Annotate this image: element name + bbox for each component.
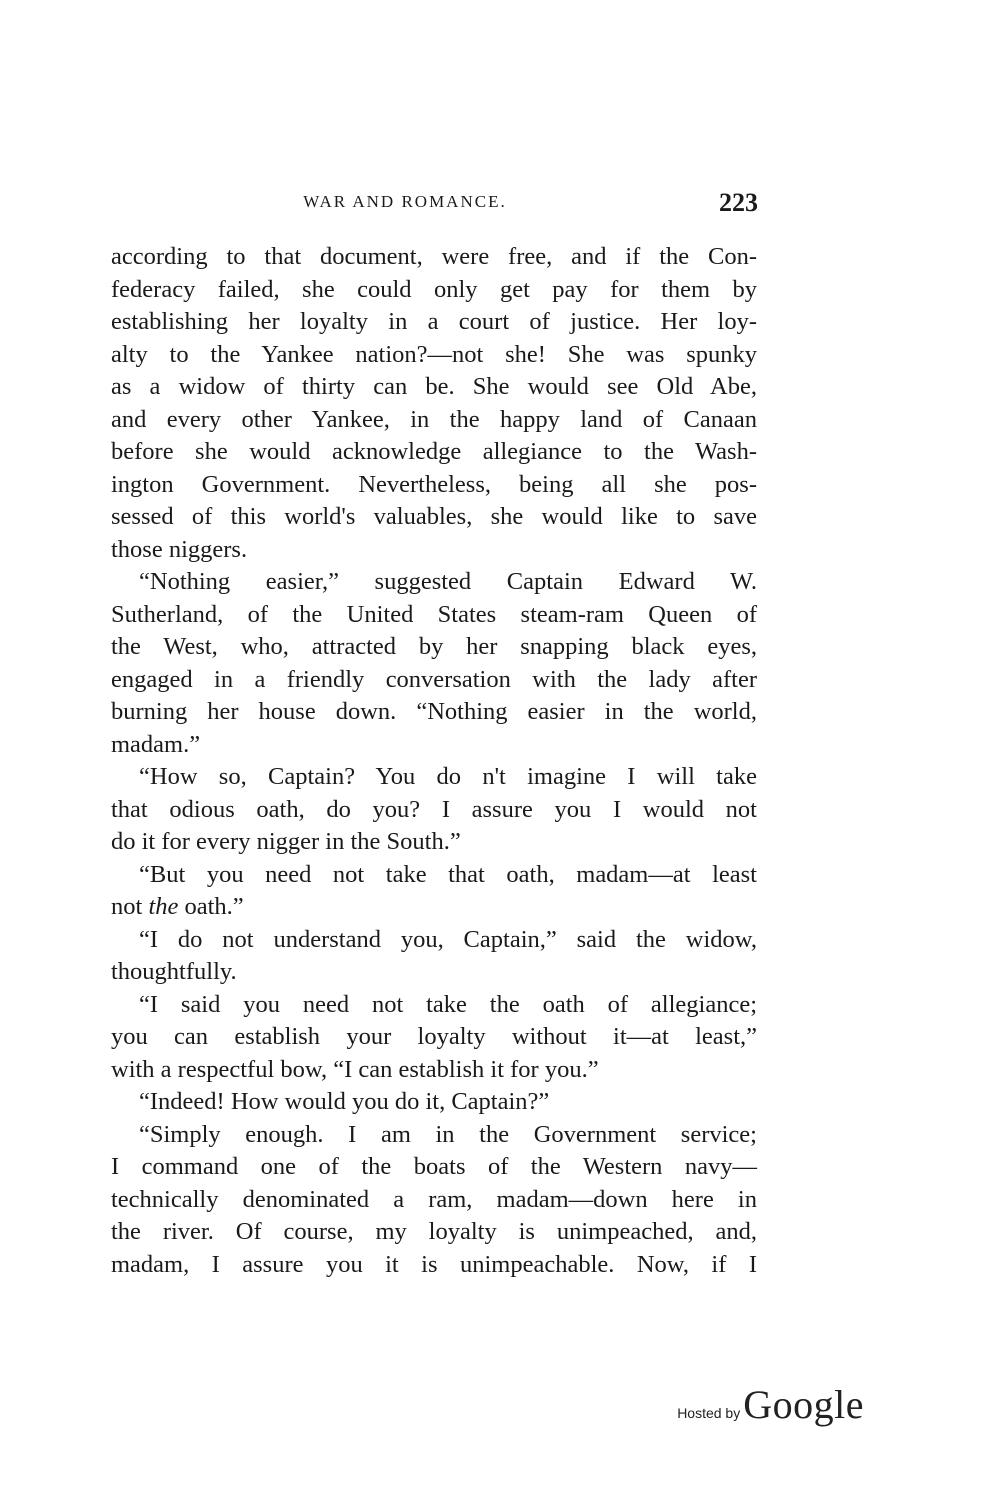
- text-line: “Indeed! How would you do it, Captain?”: [139, 1088, 550, 1115]
- text-line: ington Government. Nevertheless, being all she pos-: [111, 470, 757, 498]
- text-fragment: oath.”: [178, 893, 244, 920]
- text-line: burning her house down. “Nothing easier in the world,: [111, 698, 757, 725]
- text-line: madam, I assure you it is unimpeachable. Now, if I: [111, 1250, 757, 1278]
- text-line: “How so, Captain? You do n't imagine I will take: [139, 763, 757, 790]
- text-line: establishing her loyalty in a court of justice. Her loy-: [111, 308, 757, 335]
- text-line: before she would acknowledge allegiance to the Wash-: [111, 438, 757, 465]
- text-fragment: not: [111, 893, 149, 920]
- text-line: “I do not understand you, Captain,” said the widow,: [139, 925, 757, 953]
- text-line: sessed of this world's valuables, she would like to save: [111, 503, 757, 530]
- text-line: and every other Yankee, in the happy land of Canaan: [111, 405, 757, 433]
- hosted-by-google-watermark: [677, 1381, 864, 1431]
- text-line: Sutherland, of the United States steam-ram Queen of: [111, 600, 757, 628]
- running-title: WAR AND ROMANCE.: [303, 192, 507, 211]
- text-line: alty to the Yankee nation?—not she! She was spunky: [111, 340, 757, 368]
- text-line: those niggers.: [111, 535, 248, 563]
- text-line-with-italic: [111, 891, 757, 924]
- text-line: madam.”: [111, 730, 201, 758]
- text-line: as a widow of thirty can be. She would see Old Abe,: [111, 373, 757, 400]
- text-line: “I said you need not take the oath of allegiance;: [139, 990, 757, 1018]
- text-line: federacy failed, she could only get pay for them by: [111, 275, 757, 303]
- text-line: “But you need not take that oath, madam—at least: [139, 860, 757, 888]
- body-text: [111, 241, 757, 1281]
- text-line: the West, who, attracted by her snapping black eyes,: [111, 633, 757, 660]
- running-head: [112, 188, 758, 218]
- text-line: technically denominated a ram, madam—down here in: [111, 1185, 757, 1213]
- text-line: “Simply enough. I am in the Government service;: [139, 1120, 757, 1148]
- text-line: the river. Of course, my loyalty is unimpeached, and,: [111, 1218, 757, 1245]
- text-line: that odious oath, do you? I assure you I would not: [111, 795, 757, 823]
- text-line: according to that document, were free, and if the Con-: [111, 243, 757, 270]
- text-line: do it for every nigger in the South.”: [111, 828, 461, 855]
- italic-word: the: [148, 893, 179, 920]
- text-line: engaged in a friendly conversation with the lady after: [111, 665, 757, 693]
- watermark-hosted-by: Hosted by: [677, 1405, 741, 1421]
- text-line: thoughtfully.: [111, 958, 237, 985]
- text-line: you can establish your loyalty without it—at least,”: [111, 1023, 757, 1050]
- text-line: I command one of the boats of the Western navy—: [111, 1153, 757, 1180]
- page-number: 223: [719, 188, 758, 217]
- text-line: “Nothing easier,” suggested Captain Edward W.: [139, 568, 757, 595]
- text-line: with a respectful bow, “I can establish it for you.”: [111, 1055, 599, 1083]
- google-logo: Google: [743, 1382, 864, 1427]
